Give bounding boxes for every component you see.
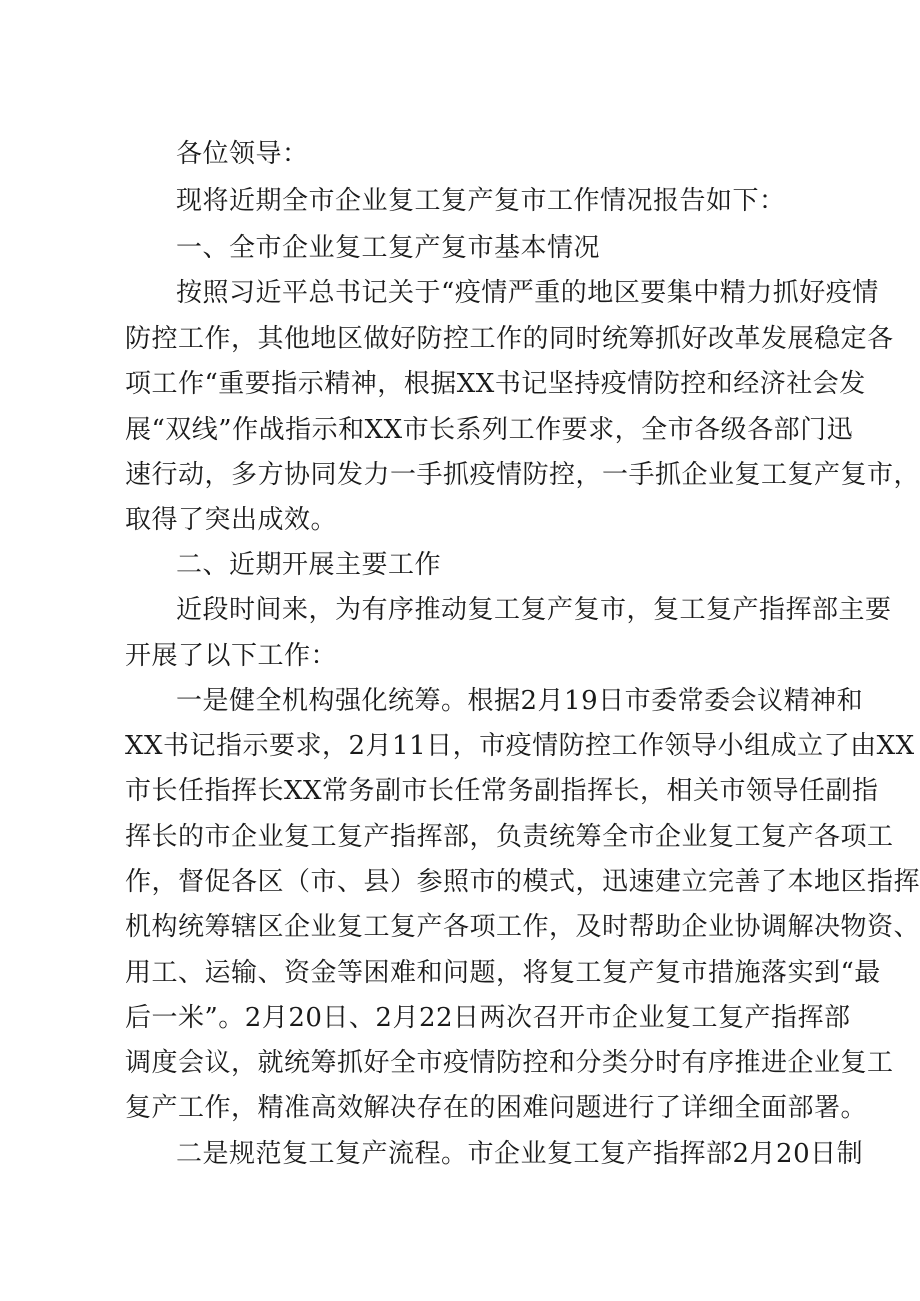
section-heading-2: 二、近期开展主要工作 — [176, 550, 442, 580]
paragraph-line: 近段时间来，为有序推动复工复产复市，复工复产指挥部主要 — [176, 595, 892, 625]
paragraph-line: 调度会议，就统筹抓好全市疫情防控和分类分时有序推进企业复工 — [125, 1048, 894, 1078]
paragraph-line: 作，督促各区（市、县）参照市的模式，迅速建立完善了本地区指挥 — [125, 867, 920, 897]
paragraph-line: 市长任指挥长XX常务副市长任常务副指挥长，相关市领导任副指 — [125, 776, 879, 806]
paragraph-line: 按照习近平总书记关于“疫情严重的地区要集中精力抓好疫情 — [176, 278, 879, 308]
paragraph-line: 速行动，多方协同发力一手抓疫情防控，一手抓企业复工复产复市， — [125, 460, 920, 490]
paragraph-line: 二是规范复工复产流程。市企业复工复产指挥部2月20日制 — [176, 1139, 864, 1169]
paragraph-line: 复产工作，精准高效解决存在的困难问题进行了详细全面部署。 — [125, 1093, 868, 1123]
section-heading-1: 一、全市企业复工复产复市基本情况 — [176, 233, 601, 263]
paragraph-line: 后一米”。2月20日、2月22日两次召开市企业复工复产指挥部 — [125, 1003, 851, 1033]
paragraph-line: 用工、运输、资金等困难和问题，将复工复产复市措施落实到“最 — [125, 958, 881, 988]
paragraph-line: 一是健全机构强化统筹。根据2月19日市委常委会议精神和 — [176, 686, 864, 716]
paragraph-line: 开展了以下工作： — [125, 641, 338, 671]
paragraph-line: 机构统筹辖区企业复工复产各项工作，及时帮助企业协调解决物资、 — [125, 912, 920, 942]
intro-line: 现将近期全市企业复工复产复市工作情况报告如下： — [176, 186, 786, 216]
paragraph-line: 项工作“重要指示精神，根据XX书记坚持疫情防控和经济社会发 — [125, 369, 866, 399]
paragraph-line: XX书记指示要求，2月11日，市疫情防控工作领导小组成立了由XX — [125, 731, 915, 761]
paragraph-line: 取得了突出成效。 — [125, 505, 338, 535]
salutation: 各位领导： — [176, 139, 309, 169]
paragraph-line: 防控工作，其他地区做好防控工作的同时统筹抓好改革发展稳定各 — [125, 324, 894, 354]
paragraph-line: 挥长的市企业复工复产指挥部，负责统筹全市企业复工复产各项工 — [125, 822, 894, 852]
paragraph-line: 展“双线”作战指示和XX市长系列工作要求，全市各级各部门迅 — [125, 415, 854, 445]
